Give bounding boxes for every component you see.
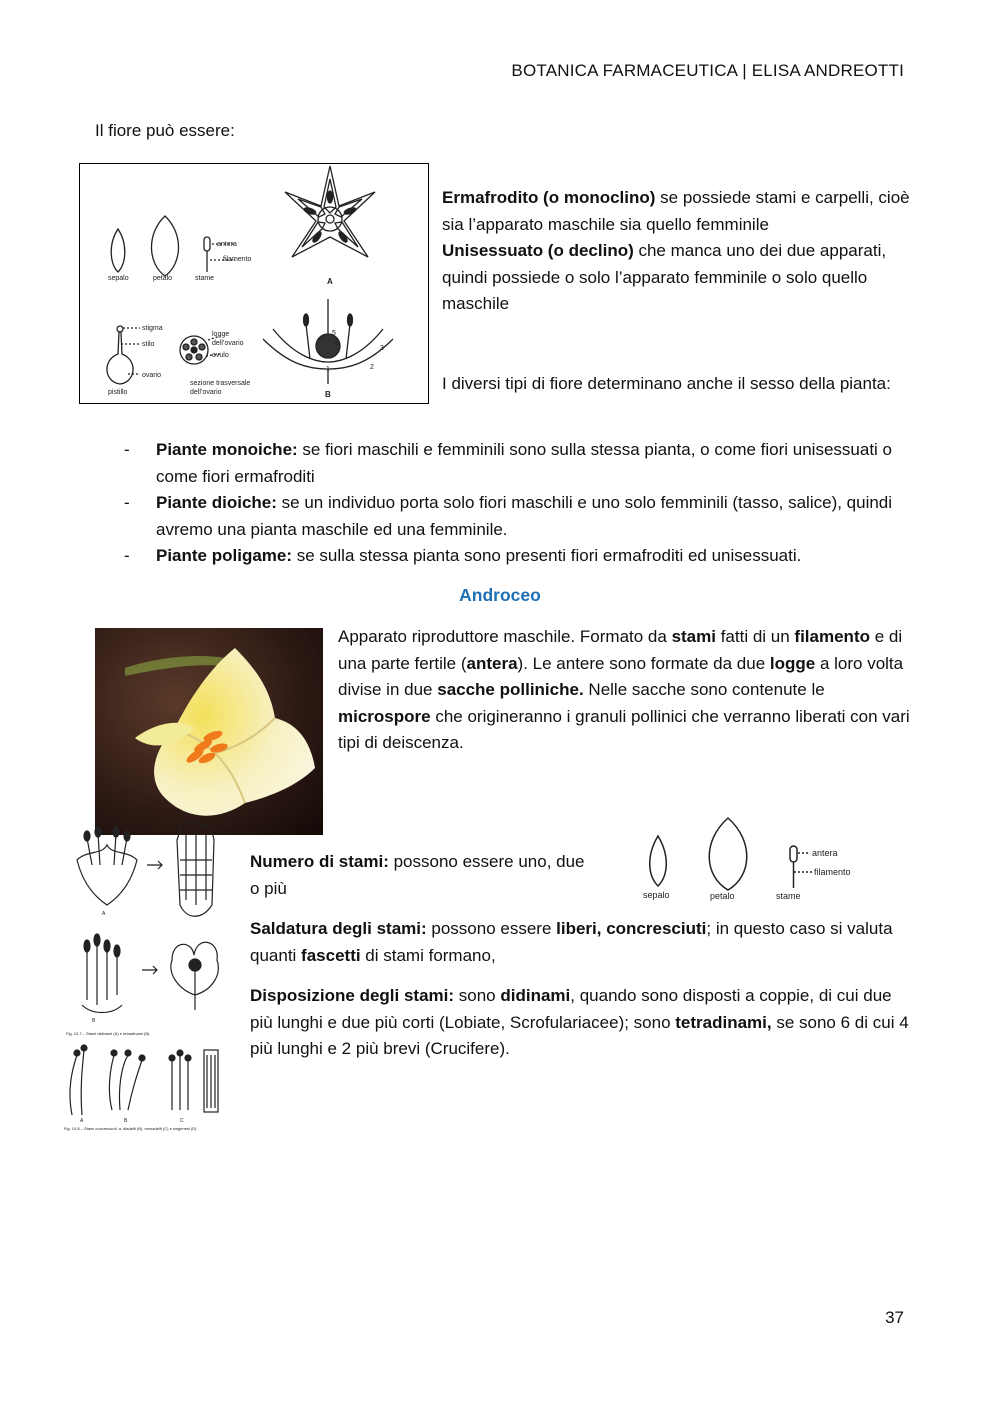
petal-shape-2 xyxy=(709,818,747,890)
ermafrodito-paragraph xyxy=(442,185,912,318)
label-5: 5 xyxy=(332,330,336,337)
label-dellovario: dell’ovario xyxy=(212,340,244,347)
ermafrodito-term: Ermafrodito (o monoclino) xyxy=(442,188,656,207)
label-sezione: sezione trasversale xyxy=(190,380,251,387)
label-filamento: filamento xyxy=(223,256,252,263)
label-4: 4 xyxy=(334,341,338,348)
fig3-caption-2: Fig. 10.8 – Stami concresciuti: a. diadelfi (B), monadelfi (C) e singenesi (D). xyxy=(64,1126,198,1131)
label-pistillo: pistillo xyxy=(108,389,128,396)
stamen-types-figure xyxy=(62,810,230,1140)
label-stigma: stigma xyxy=(142,325,163,332)
petal-shape xyxy=(151,216,178,276)
page-header: BOTANICA FARMACEUTICA | ELISA ANDREOTTI xyxy=(511,61,904,80)
sesso-paragraph: I diversi tipi di fiore determinano anche il sesso della pianta: xyxy=(442,374,891,393)
flower-parts-figure xyxy=(79,163,429,404)
page-number: 37 xyxy=(885,1308,904,1327)
sketch-a-mid xyxy=(82,934,122,1013)
unisessuato-text: che manca uno dei due apparati, quindi possiede o solo l’apparato femminile o solo quello maschile xyxy=(442,241,887,314)
label-2: 2 xyxy=(370,364,374,371)
label-3: 3 xyxy=(380,345,384,352)
numero-stami-paragraph: Numero di stami: possono essere uno, due o più xyxy=(250,852,585,898)
lily-photo xyxy=(95,628,323,835)
sketch-c-bottom xyxy=(70,1045,218,1115)
fig4-label-sepalo: sepalo xyxy=(643,890,670,900)
fig3-label-b: B xyxy=(92,1018,96,1024)
plant-types-list xyxy=(120,437,910,570)
fig3-label-a: A xyxy=(102,911,106,917)
label-b: B xyxy=(325,390,331,399)
unisessuato-term: Unisessuato (o declino) xyxy=(442,241,634,261)
disposizione-paragraph: Disposizione degli stami: sono didinami, quando sono disposti a coppie, di cui due più lunghi e due più corti (Lobiate, Scrofulariacee); sono tetradinami, se sono 6 di cui 4 più lunghi e 2 più brevi (Crucifere). xyxy=(250,986,909,1059)
list-item: - Piante poligame: se sulla stessa pianta sono presenti fiori ermafroditi ed unisessuati. xyxy=(124,546,802,566)
intro-text: Il fiore può essere: xyxy=(95,121,235,140)
sepal-shape-2 xyxy=(650,836,667,886)
label-stame: stame xyxy=(195,275,215,282)
label-ovario: ovario xyxy=(142,372,162,379)
sepal-shape xyxy=(111,229,125,272)
fig4-label-filamento: filamento xyxy=(814,867,851,877)
fig4-label-petalo: petalo xyxy=(710,891,735,901)
fig3-label-b2: B xyxy=(124,1118,128,1124)
pistil-shape xyxy=(107,332,133,384)
flower-a-star xyxy=(285,166,375,257)
androceo-paragraph: Apparato riproduttore maschile. Formato da stami fatti di un filamento e di una parte fertile (antera). Le antere sono formate da due logge a loro volta divise in due sacche polliniche. Nelle sacche sono contenute le microspore che origineranno i granuli pollinici che verranno liberati con vari tipi di deiscenza. xyxy=(338,627,910,753)
flower-parts-drawing xyxy=(80,164,428,403)
ovary-section xyxy=(180,336,208,364)
fig4-label-stame: stame xyxy=(776,891,801,901)
sketch-a-top xyxy=(77,827,137,905)
fig3-label-a2: A xyxy=(80,1118,84,1124)
saldatura-paragraph: Saldatura degli stami: possono essere liberi, concresciuti; in questo caso si valuta quanti fascetti di stami formano, xyxy=(250,919,893,965)
sketch-b-mid xyxy=(171,942,218,1010)
label-stilo: stilo xyxy=(142,341,155,348)
stamen-anther-2 xyxy=(790,846,797,862)
label-dellovario2: dell’ovario xyxy=(190,389,222,396)
fig3-label-c: C xyxy=(180,1118,184,1124)
sepal-petal-stamen-figure xyxy=(630,806,880,906)
ermafrodito-text: se possiede stami e carpelli, cioè sia l’apparato maschile sia quello femminile xyxy=(442,188,910,234)
label-antera: antera xyxy=(217,241,237,248)
fig3-caption-1: Fig. 10.7 – Stami didinami (A) e tetradinami (B). xyxy=(66,1031,151,1036)
list-item: - Piante dioiche: se un individuo porta solo fiori maschili e uno solo femminili (tasso, salice), quindi avremo una pianta maschile ed una femminile. xyxy=(124,493,893,539)
label-sepalo: sepalo xyxy=(108,275,129,282)
fig4-label-antera: antera xyxy=(812,848,838,858)
sketch-b-top xyxy=(177,823,214,916)
label-petalo: petalo xyxy=(153,275,173,282)
label-1: 1 xyxy=(326,366,330,373)
label-ovulo: ovulo xyxy=(212,352,229,359)
section-heading-androceo: Androceo xyxy=(459,585,541,605)
list-item: - Piante monoiche: se fiori maschili e femminili sono sulla stessa pianta, o come fiori unisessuati o come fiori ermafroditi xyxy=(124,440,892,486)
label-a: A xyxy=(327,277,333,286)
stamen-anther xyxy=(204,237,210,251)
label-logge: logge xyxy=(212,331,230,338)
